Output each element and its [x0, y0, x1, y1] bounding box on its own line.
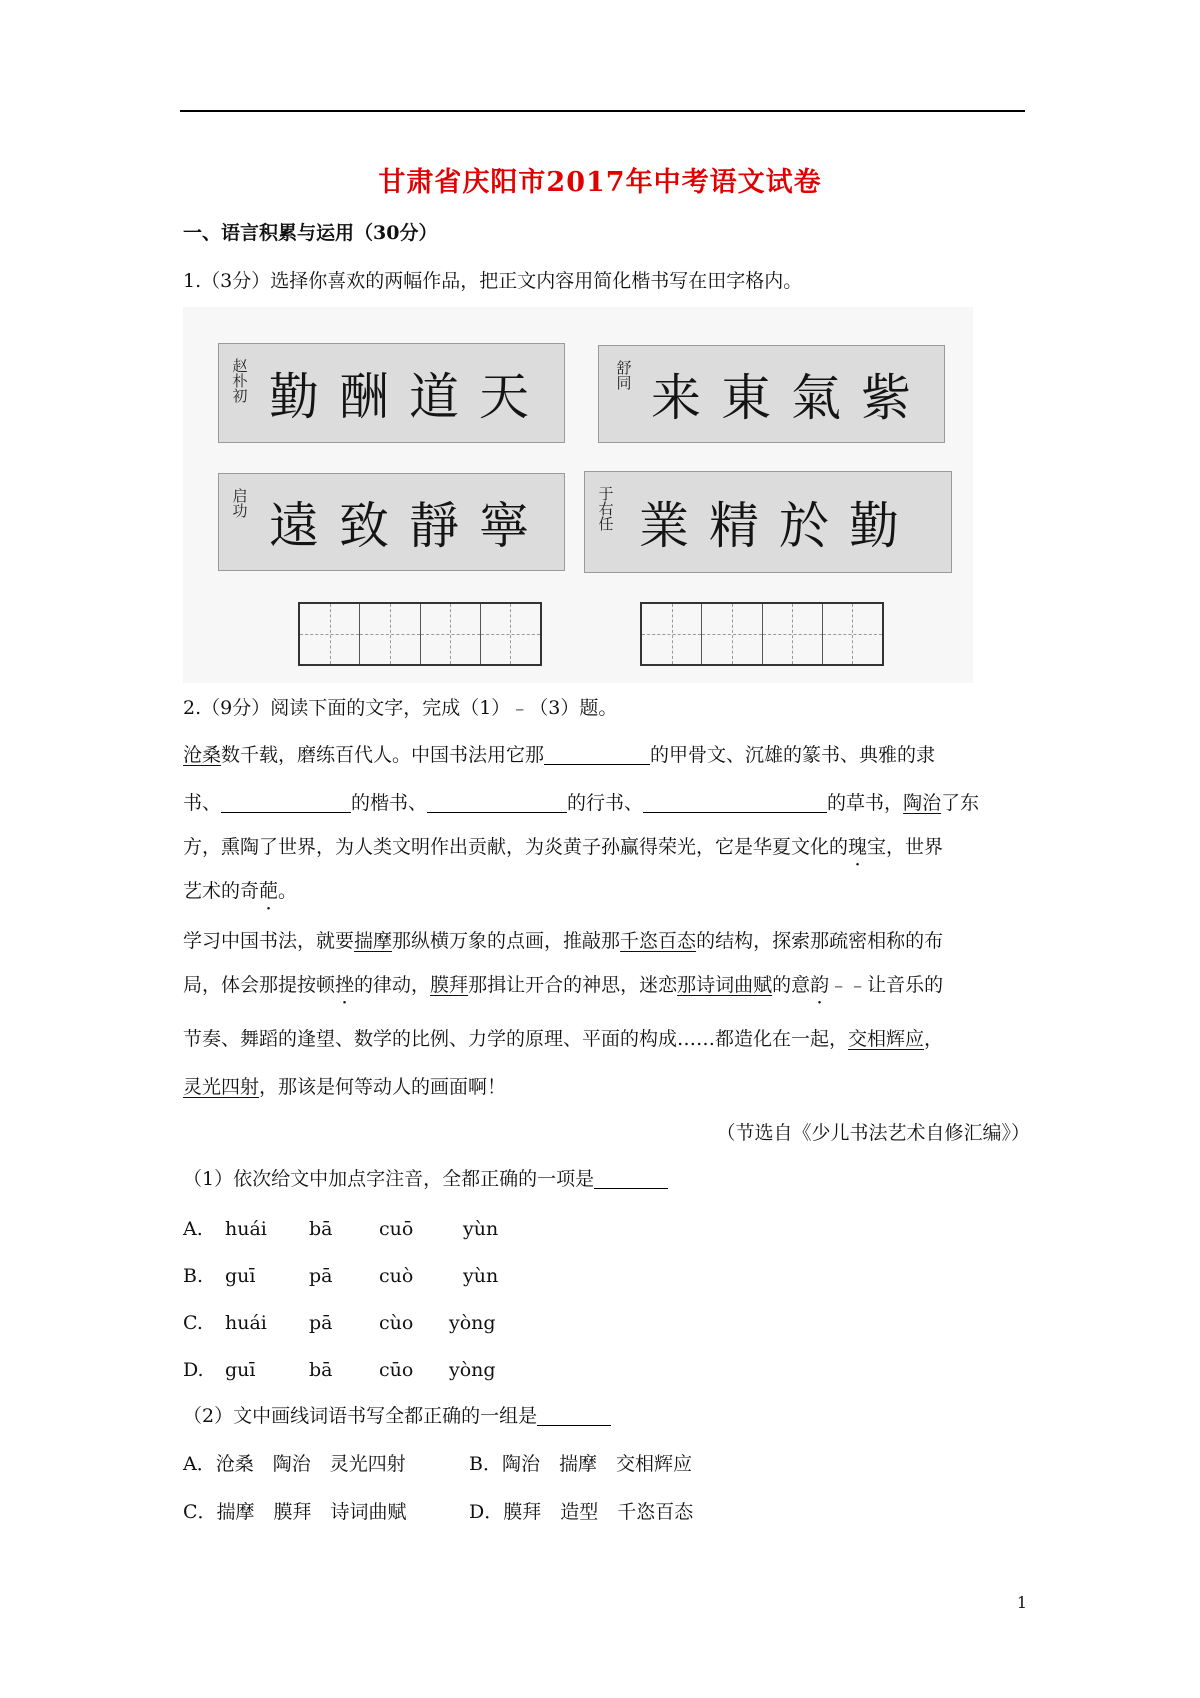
answer-blank[interactable]: [594, 1170, 668, 1189]
artwork-text: 業精於勤: [639, 497, 919, 555]
artwork-signature: 舒同: [614, 360, 633, 390]
answer-blank[interactable]: [537, 1407, 611, 1426]
passage-line: 灵光四射，那该是何等动人的画面啊！: [183, 1076, 507, 1098]
dotted-char: 葩: [259, 880, 279, 902]
artwork-text: 勤酬道天: [269, 368, 549, 426]
underlined-word: 陶治: [903, 792, 942, 814]
dotted-char: 韵: [810, 974, 830, 996]
passage-line: 艺术的奇葩。: [183, 880, 298, 902]
subquestion-2: （2）文中画线词语书写全都正确的一组是: [183, 1407, 611, 1426]
passage-line: 学习中国书法，就要揣摩那纵横万象的点画，推敲那千恣百态的结构，探索那疏密相称的布: [183, 930, 944, 952]
underlined-word: 沧桑: [183, 744, 222, 766]
passage-line: 节奏、舞蹈的逢望、数学的比例、力学的原理、平面的构成……都造化在一起，交相辉应，: [183, 1028, 944, 1050]
underlined-word: 千恣百态: [620, 930, 697, 952]
writing-grid-left[interactable]: [298, 602, 542, 666]
header-rule: [180, 110, 1025, 112]
option-b[interactable]: B．陶治 揣摩 交相辉应: [469, 1453, 692, 1475]
underlined-word: 那诗词曲赋: [677, 974, 773, 996]
answer-blank[interactable]: [221, 794, 351, 813]
subquestion-1: （1）依次给文中加点字注音，全都正确的一项是: [183, 1170, 668, 1189]
passage-line: 书、 的楷书、 的行书、 的草书，陶治了东: [183, 792, 980, 814]
calligraphy-artwork-4: [584, 471, 952, 573]
underlined-word: 灵光四射: [183, 1076, 260, 1098]
section-heading: 一、语言积累与运用（30分）: [183, 222, 438, 244]
passage-source: （节选自《少儿书法艺术自修汇编》）: [716, 1122, 1030, 1144]
option-d[interactable]: D．膜拜 造型 千恣百态: [469, 1501, 694, 1523]
answer-blank[interactable]: [643, 794, 827, 813]
artwork-text: 来東氣紫: [651, 369, 931, 427]
answer-blank[interactable]: [427, 794, 567, 813]
artwork-text: 遠致靜寧: [269, 497, 549, 555]
dotted-char: 挫: [335, 974, 355, 996]
question-1: 1.（3分）选择你喜欢的两幅作品，把正文内容用简化楷书写在田字格内。: [183, 270, 803, 292]
underlined-word: 交相辉应: [848, 1028, 925, 1050]
option-c[interactable]: C．揣摩 膜拜 诗词曲赋: [183, 1501, 407, 1523]
artwork-signature: 赵朴初: [230, 358, 249, 403]
passage-line: 局，体会那提按顿挫的律动，膜拜那揖让开合的神思，迷恋那诗词曲赋的意韵﹣﹣让音乐的: [183, 974, 944, 996]
calligraphy-artwork-1: [218, 343, 565, 443]
answer-blank[interactable]: [544, 746, 650, 765]
page-number: 1: [1016, 1593, 1027, 1612]
calligraphy-artwork-2: [598, 345, 945, 443]
question-2: 2.（9分）阅读下面的文字，完成（1）﹣（3）题。: [183, 697, 618, 719]
page-title: 甘肃省庆阳市2017年中考语文试卷: [378, 167, 822, 198]
calligraphy-artwork-3: [218, 473, 565, 571]
dotted-char: 瑰: [848, 836, 868, 858]
underlined-word: 膜拜: [430, 974, 469, 996]
artwork-signature: 于右任: [596, 486, 615, 531]
passage-line: 方，熏陶了世界，为人类文明作出贡献，为炎黄子孙赢得荣光，它是华夏文化的瑰宝，世界: [183, 836, 944, 858]
artwork-signature: 启功: [230, 488, 249, 518]
option-a[interactable]: A．沧桑 陶治 灵光四射: [183, 1453, 406, 1475]
passage-line: 沧桑数千载，磨练百代人。中国书法用它那 的甲骨文、沉雄的篆书、典雅的隶: [183, 744, 936, 766]
writing-grid-right[interactable]: [640, 602, 884, 666]
underlined-word: 揣摩: [354, 930, 393, 952]
